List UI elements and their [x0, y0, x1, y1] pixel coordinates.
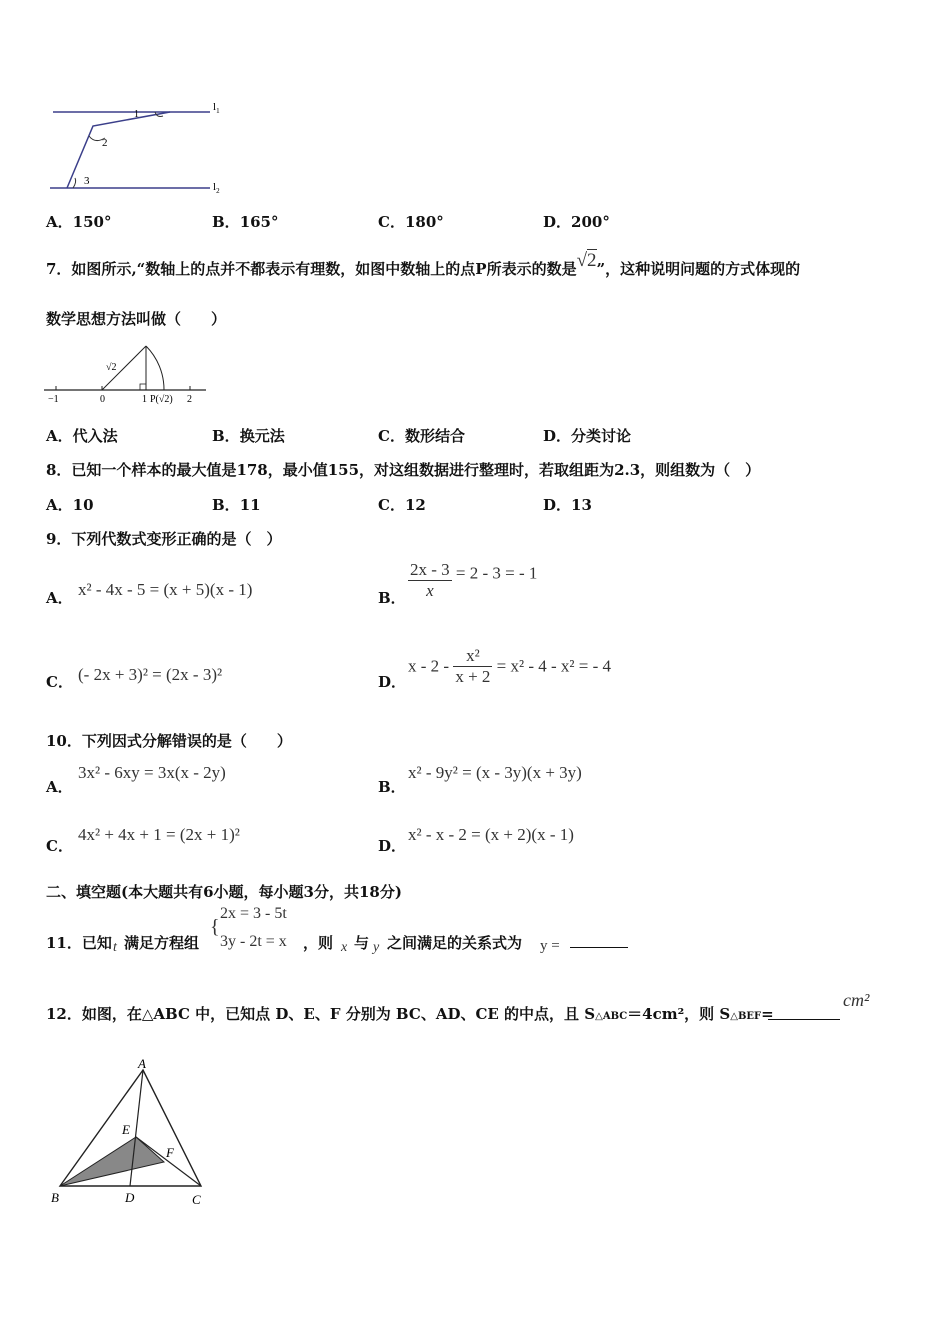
q11-pre: 11．已知: [46, 934, 112, 952]
sqrt2-label: √2: [106, 362, 117, 373]
q12-answer-blank[interactable]: [768, 1018, 840, 1020]
svg-text:E: E: [122, 1122, 130, 1137]
q11-eq1: 2x = 3 - 5t: [220, 905, 287, 922]
q8-option-c[interactable]: C．12: [378, 496, 426, 514]
q10-option-a-letter[interactable]: A．: [46, 778, 73, 796]
q6-option-a[interactable]: A．150°: [46, 213, 112, 231]
q9-option-c-expr: (- 2x + 3)² = (2x - 3)²: [78, 665, 223, 684]
svg-text:F: F: [166, 1145, 174, 1160]
q12-unit: cm²: [843, 990, 870, 1010]
fraction: $\frac{2x - 3}{x}$: [410, 560, 450, 600]
q7-option-a[interactable]: A．代入法: [46, 427, 118, 445]
arc: [146, 346, 164, 390]
q6-option-b[interactable]: B．165°: [212, 213, 279, 231]
q9-option-d-expr: x - 2 - $\frac{\text{x²}}{x + 2}$ = x² - 4 - x² = - 4: [408, 646, 612, 686]
q11-answer-blank[interactable]: [570, 946, 628, 948]
q8-stem: 8．已知一个样本的最大值是178，最小值155，对这组数据进行整理时，若取组距为2.3，则组数为（ ）: [46, 461, 761, 479]
q10-option-d-expr: x² - x - 2 = (x + 2)(x - 1): [408, 825, 574, 844]
q7-stem-line2: 数学思想方法叫做（ ）: [46, 310, 227, 328]
q7-option-d[interactable]: D．分类讨论: [543, 427, 632, 445]
q9-option-b-expr: $\frac{2x - 3}{x}$ = 2 - 3 = - 1: [410, 560, 538, 600]
q11-post: 之间满足的关系式为: [387, 934, 523, 952]
svg-text:B: B: [51, 1190, 59, 1205]
angle-3-label: 3: [84, 175, 90, 187]
q6-option-c[interactable]: C．180°: [378, 213, 444, 231]
q10-option-b-letter[interactable]: B．: [378, 778, 406, 796]
bent-line: [67, 112, 170, 188]
q7-stem-line1: 7．如图所示,“数轴上的点并不都表示有理数，如图中数轴上的点P所表示的数是√2”，这种说明问题的方式体现的: [46, 250, 801, 278]
q6-parallel-lines-figure: [45, 98, 235, 198]
fraction: $\frac{\text{x²}}{x + 2}$: [455, 646, 491, 686]
svg-text:D: D: [125, 1190, 135, 1205]
angle-3-arc: [73, 178, 76, 188]
q7-option-c[interactable]: C．数形结合: [378, 427, 465, 445]
q10-option-c-expr: 4x² + 4x + 1 = (2x + 1)²: [78, 825, 240, 844]
sqrt-2: √2: [576, 250, 597, 271]
svg-text:2: 2: [187, 394, 192, 405]
q9-option-c-letter[interactable]: C．: [46, 673, 73, 691]
shaded-triangle-bef: [60, 1137, 164, 1186]
section-2-heading: 二、填空题(本大题共有6小题，每小题3分，共18分): [46, 883, 402, 901]
q6-option-d[interactable]: D．200°: [543, 213, 610, 231]
q10-option-c-letter[interactable]: C．: [46, 837, 73, 855]
q8-option-a[interactable]: A．10: [46, 496, 94, 514]
brace: {: [210, 916, 220, 938]
q10-option-b-expr: x² - 9y² = (x - 3y)(x + 3y): [408, 763, 582, 782]
angle-1-label: 1: [134, 109, 139, 120]
q9-option-a-letter[interactable]: A．: [46, 589, 73, 607]
svg-text:C: C: [192, 1192, 201, 1207]
q11-var-t: t: [113, 940, 117, 955]
q7-option-b[interactable]: B．换元法: [212, 427, 285, 445]
angle-2-label: 2: [102, 137, 108, 149]
svg-text:A: A: [138, 1056, 146, 1071]
q10-option-d-letter[interactable]: D．: [378, 837, 407, 855]
q11-var-x: x: [341, 940, 348, 955]
q9-option-d-letter[interactable]: D．: [378, 673, 407, 691]
q12-stem: 12．如图，在△ABC 中，已知点 D、E、F 分别为 BC、AD、CE 的中点，且 S△ABC＝4cm²，则 S△BEF=: [46, 1005, 774, 1023]
svg-text:−1: −1: [48, 394, 59, 405]
label-l2: $l_2$: [213, 181, 220, 195]
label-l1: $l_1$: [213, 101, 220, 115]
svg-text:1: 1: [142, 394, 147, 405]
q11-mid: 满足方程组: [124, 934, 200, 952]
q10-stem: 10．下列因式分解错误的是（ ）: [46, 732, 292, 750]
q12-triangle-figure: [46, 1056, 216, 1212]
q11-eq2: 3y - 2t = x: [220, 933, 287, 950]
q9-option-a-expr: x² - 4x - 5 = (x + 5)(x - 1): [78, 580, 253, 599]
q11-then: ，则: [303, 934, 334, 952]
q10-option-a-expr: 3x² - 6xy = 3x(x - 2y): [78, 763, 226, 782]
q8-option-d[interactable]: D．13: [543, 496, 592, 514]
q9-option-b-letter[interactable]: B．: [378, 589, 406, 607]
q7-number-line-figure: [44, 342, 214, 408]
svg-text:P(√2): P(√2): [150, 394, 173, 405]
q9-stem: 9．下列代数式变形正确的是（ ）: [46, 530, 282, 548]
q11-and: 与: [354, 934, 370, 952]
svg-text:0: 0: [100, 394, 105, 405]
q8-option-b[interactable]: B．11: [212, 496, 261, 514]
q11-var-y: y: [373, 940, 380, 955]
q11-answer-prefix: y =: [540, 938, 560, 954]
